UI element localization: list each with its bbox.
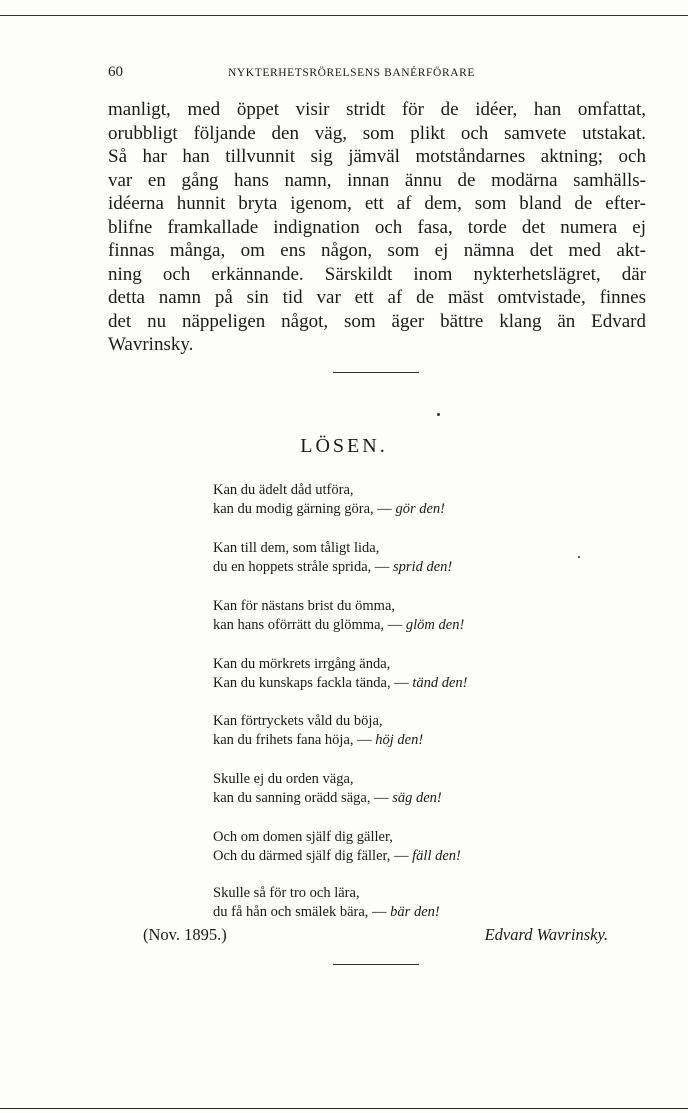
bottom-border-line <box>0 1108 688 1109</box>
stanza <box>213 481 573 518</box>
verse-line <box>213 789 573 808</box>
verse-line: Skulle så för tro och lära, <box>213 885 360 901</box>
prose-line: blifne framkallade indignation och fasa, torde det numera ej <box>108 216 646 238</box>
refrain: fäll den! <box>412 847 461 864</box>
stanza <box>213 597 573 634</box>
prose-line: Så har han tillvunnit sig jämväl motståndarnes aktning; och <box>108 146 646 167</box>
refrain: bär den! <box>390 903 440 920</box>
refrain: gör den! <box>395 500 445 517</box>
prose-line: manligt, med öppet visir stridt för de idéer, han omfattat, <box>108 99 646 120</box>
end-divider <box>333 964 419 965</box>
refrain: säg den! <box>392 789 442 806</box>
stanza <box>213 770 573 807</box>
verse-line <box>213 500 573 519</box>
stanza <box>213 712 573 749</box>
verse-line-text: kan du modig gärning göra, — <box>213 500 392 517</box>
prose-line: orubbligt följande den väg, som plikt och samvete utstakat. <box>108 122 646 144</box>
ink-speck <box>437 413 440 416</box>
verse-line-text: kan du frihets fana höja, — <box>213 731 372 748</box>
poem-author: Edvard Wavrinsky. <box>484 925 608 944</box>
verse-line: Kan du mörkrets irrgång ända, <box>213 656 391 672</box>
prose-line: idéerna hunnit bryta igenom, ett af dem, som bland de efter- <box>108 193 646 214</box>
verse-line <box>213 731 573 750</box>
prose-line: det nu näppeligen något, som äger bättre klang än Edvard <box>108 310 646 332</box>
verse-line: Skulle ej du orden väga, <box>213 771 354 787</box>
verse-line: Kan förtryckets våld du böja, <box>213 713 383 729</box>
section-divider <box>333 372 419 373</box>
stanza <box>213 655 573 692</box>
verse-line-text: kan hans oförrätt du glömma, — <box>213 616 403 633</box>
verse-line-text: kan du sanning orädd säga, — <box>213 789 389 806</box>
prose-line: Wavrinsky. <box>108 334 194 355</box>
prose-line: finnas många, om ens någon, som ej nämna det med akt- <box>108 240 646 261</box>
page-number: 60 <box>108 64 123 80</box>
prose-line: var en gång hans namn, innan ännu de modärna samhälls- <box>108 169 646 191</box>
verse-line-text: Kan du kunskaps fackla tända, — <box>213 674 409 691</box>
top-border-line <box>0 15 688 16</box>
poem-date: (Nov. 1895.) <box>143 925 227 944</box>
poem-title: LÖSEN. <box>300 435 388 457</box>
verse-line <box>213 847 573 866</box>
verse-line <box>213 616 573 635</box>
verse-line-text: du en hoppets stråle sprida, — <box>213 558 390 575</box>
verse-line-text: Och du därmed själf dig fäller, — <box>213 847 409 864</box>
refrain: glöm den! <box>405 616 465 633</box>
verse-line: Och om domen själf dig gäller, <box>213 829 393 845</box>
verse-line: Kan för nästans brist du ömma, <box>213 598 396 614</box>
verse-line <box>213 903 573 922</box>
stanza <box>213 884 573 921</box>
verse-line <box>213 558 573 577</box>
stanza <box>213 828 573 865</box>
prose-paragraph <box>108 98 646 357</box>
refrain: höj den! <box>375 731 424 748</box>
ink-speck <box>578 556 580 558</box>
running-head: NYKTERHETSRÖRELSENS BANÉRFÖRARE <box>228 67 476 79</box>
verse-line-text: du få hån och smälek bära, — <box>213 903 387 920</box>
refrain: tänd den! <box>412 674 468 691</box>
verse-line <box>213 674 573 693</box>
verse-line: Kan du ädelt dåd utföra, <box>213 482 354 498</box>
refrain: sprid den! <box>393 558 453 575</box>
stanza <box>213 539 573 576</box>
prose-line: ning och erkännande. Särskildt inom nykterhetslägret, där <box>108 263 646 285</box>
verse-line: Kan till dem, som tåligt lida, <box>213 540 380 556</box>
prose-line: detta namn på sin tid var ett af de mäst omtvistade, finnes <box>108 287 646 308</box>
